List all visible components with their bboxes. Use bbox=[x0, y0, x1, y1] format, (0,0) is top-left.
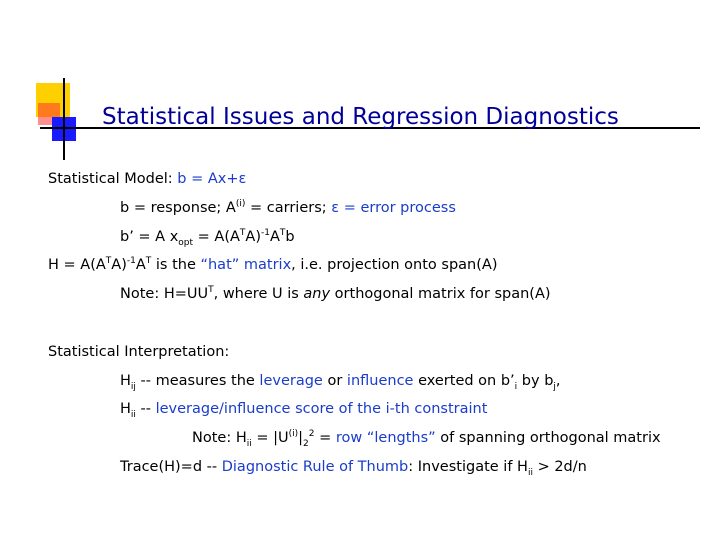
hii-line bbox=[120, 400, 487, 418]
text: -- bbox=[135, 401, 156, 417]
vertical-rule bbox=[63, 78, 65, 160]
text: or bbox=[322, 373, 347, 389]
text: = bbox=[314, 430, 336, 446]
hij-line bbox=[120, 372, 561, 390]
text: is the bbox=[151, 257, 201, 273]
text: H bbox=[120, 373, 131, 389]
superscript: (i) bbox=[235, 199, 246, 210]
influence-term: influence bbox=[346, 373, 414, 389]
row-lengths-term: row “lengths” bbox=[335, 430, 436, 446]
text: b bbox=[285, 229, 295, 245]
subscript: ii bbox=[246, 438, 252, 449]
subscript: opt bbox=[178, 237, 194, 248]
statistical-interpretation-heading: Statistical Interpretation: bbox=[48, 344, 230, 360]
subscript: i bbox=[514, 381, 518, 392]
text: by b bbox=[517, 373, 554, 389]
any-emphasis: any bbox=[303, 286, 331, 302]
text: = carriers; bbox=[245, 200, 332, 216]
superscript: T bbox=[105, 256, 112, 267]
superscript: T bbox=[208, 285, 214, 296]
model-equation: b = Ax+ε bbox=[177, 171, 247, 187]
text: Note: H bbox=[192, 430, 247, 446]
error-process-text: ε = error process bbox=[331, 200, 456, 216]
statistical-model-line bbox=[48, 170, 246, 188]
superscript: T bbox=[239, 228, 246, 239]
text: A bbox=[269, 229, 280, 245]
text: b = response; A bbox=[120, 200, 236, 216]
leverage-score-term: leverage/influence score of the i-th constraint bbox=[155, 401, 488, 417]
text: b’ = A x bbox=[120, 229, 179, 245]
text: -- measures the bbox=[135, 373, 260, 389]
slide-title: Statistical Issues and Regression Diagnostics bbox=[102, 104, 619, 130]
text: = |U bbox=[251, 430, 289, 446]
text: H bbox=[120, 401, 131, 417]
text: A) bbox=[111, 257, 127, 273]
text: | bbox=[298, 430, 304, 446]
hat-matrix-term: “hat” matrix bbox=[200, 257, 292, 273]
hat-matrix-line bbox=[48, 256, 497, 274]
subscript: ii bbox=[130, 409, 136, 420]
leverage-term: leverage bbox=[259, 373, 323, 389]
superscript: (i) bbox=[288, 429, 299, 440]
text: , bbox=[555, 373, 561, 389]
text: , where U is bbox=[213, 286, 304, 302]
superscript: -1 bbox=[126, 256, 136, 267]
subscript: 2 bbox=[303, 438, 309, 449]
subscript: j bbox=[553, 381, 556, 392]
trace-line bbox=[120, 458, 587, 476]
rule-of-thumb-term: Diagnostic Rule of Thumb bbox=[221, 459, 409, 475]
subscript: ii bbox=[527, 467, 533, 478]
model-label: Statistical Model: bbox=[48, 171, 178, 187]
text: orthogonal matrix for span(A) bbox=[330, 286, 551, 302]
text: = A(A bbox=[193, 229, 240, 245]
superscript: 2 bbox=[308, 429, 315, 440]
text: A bbox=[135, 257, 146, 273]
text: A) bbox=[245, 229, 261, 245]
bprime-equation-line bbox=[120, 228, 295, 246]
text: , i.e. projection onto span(A) bbox=[291, 257, 498, 273]
note-row-lengths-line bbox=[192, 429, 661, 447]
text: Note: H=UU bbox=[120, 286, 209, 302]
note-orthogonal-line bbox=[120, 285, 551, 303]
text: H = A(A bbox=[48, 257, 106, 273]
text: Trace(H)=d -- bbox=[120, 459, 222, 475]
response-definition-line bbox=[120, 199, 456, 217]
superscript: -1 bbox=[261, 228, 270, 239]
text: exerted on b’ bbox=[413, 373, 515, 389]
text: > 2d/n bbox=[532, 459, 587, 475]
subscript: ij bbox=[130, 381, 136, 392]
text: of spanning orthogonal matrix bbox=[435, 430, 661, 446]
superscript: T bbox=[145, 256, 152, 267]
text: : Investigate if H bbox=[408, 459, 528, 475]
superscript: T bbox=[279, 228, 286, 239]
